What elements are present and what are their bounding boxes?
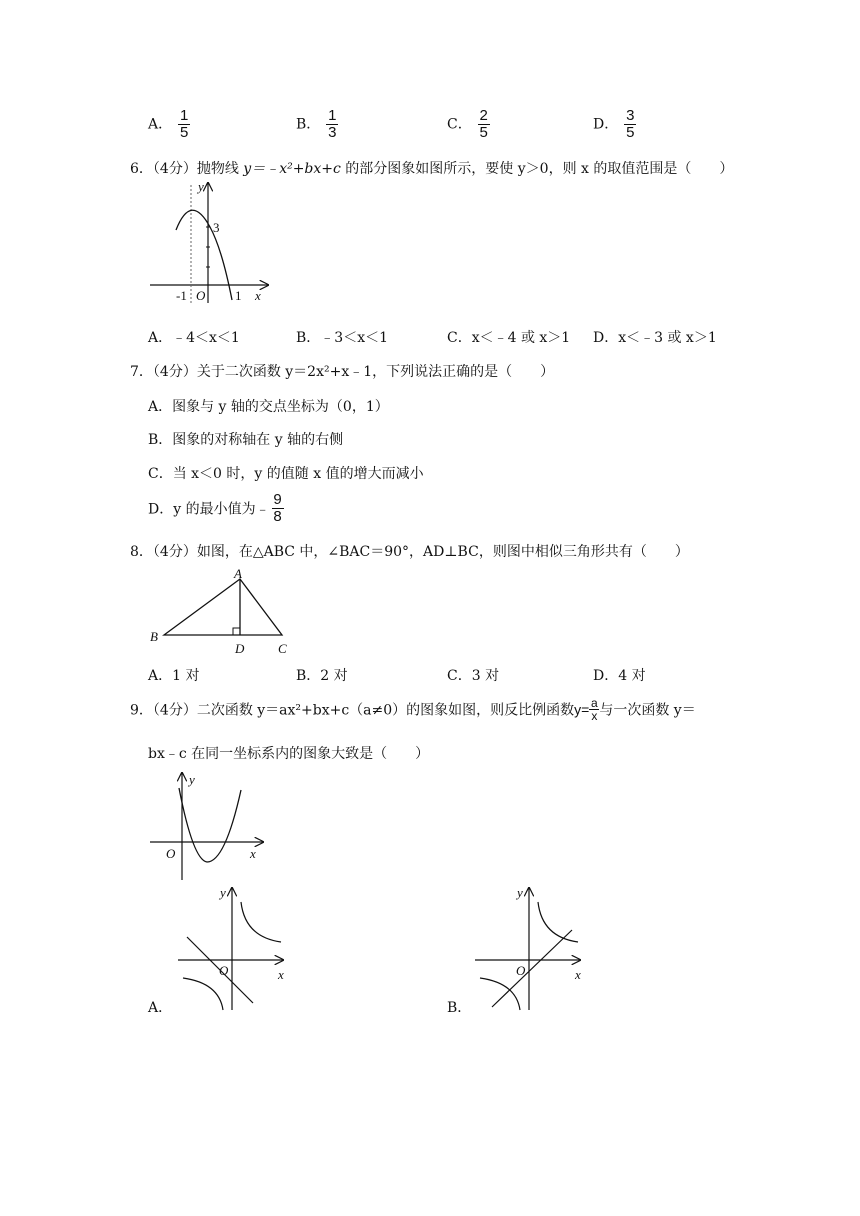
q9-option-b-graph bbox=[472, 885, 592, 1013]
tick-label-1: 1 bbox=[235, 288, 242, 303]
q9-stem-line1: 9．（4分）二次函数 y＝ax²+bx+c（a≠0）的图象如图，则反比例函数y= $\frac{a}{x}$ 与一次函数 y＝ bbox=[130, 696, 696, 723]
x-axis-label: x bbox=[278, 967, 284, 982]
option-letter: A． bbox=[148, 116, 173, 133]
q6-parabola-graph bbox=[140, 175, 280, 310]
numerator: 2 bbox=[479, 107, 488, 124]
q9-option-a-label: A． bbox=[148, 1000, 173, 1016]
hyperbola-branch-q3 bbox=[480, 978, 520, 1010]
option-letter: C． bbox=[447, 116, 472, 133]
q7-option-b: B．图象的对称轴在 y 轴的右侧 bbox=[148, 432, 344, 448]
origin-label: O bbox=[516, 963, 526, 978]
q5-option-d bbox=[593, 108, 636, 141]
q6-stem: 6．（4分）抛物线 y＝﹣x²+bx+c 的部分图象如图所示，要使 y＞0，则 x 的取值范围是（ ） bbox=[130, 161, 734, 177]
hyperbola-branch-q1 bbox=[241, 902, 281, 942]
q6-option-d: D．x＜﹣3 或 x＞1 bbox=[593, 330, 717, 346]
denominator: 8 bbox=[273, 508, 282, 525]
parabola-curve bbox=[176, 210, 232, 300]
option-letter: B． bbox=[296, 116, 321, 133]
q6-equation: y＝﹣x²+bx+c bbox=[243, 161, 341, 177]
line-graph bbox=[492, 930, 572, 1007]
q9-option-a-graph bbox=[175, 885, 295, 1013]
q5-option-c bbox=[447, 108, 490, 141]
q9-quadratic-graph bbox=[145, 770, 275, 885]
denominator: 3 bbox=[328, 124, 337, 141]
q6-option-b: B．﹣3＜x＜1 bbox=[296, 330, 388, 346]
y-axis-label: y bbox=[189, 772, 195, 787]
q7-option-d: D．y 的最小值为﹣ $\frac{9}{8}$ bbox=[148, 491, 282, 525]
y-axis-label: y bbox=[517, 885, 523, 900]
q7-option-a: A．图象与 y 轴的交点坐标为（0，1） bbox=[148, 399, 389, 415]
q6-option-a: A．﹣4＜x＜1 bbox=[148, 330, 240, 346]
denominator: x bbox=[591, 709, 598, 723]
triangle-abc bbox=[164, 579, 282, 635]
x-axis-label: x bbox=[255, 288, 261, 303]
origin-label: O bbox=[219, 963, 229, 978]
tick-label-3: 3 bbox=[213, 220, 220, 235]
q9-stem-line2: bx﹣c 在同一坐标系内的图象大致是（ ） bbox=[148, 746, 430, 762]
q8-triangle-figure bbox=[150, 567, 300, 657]
q5-option-b bbox=[296, 108, 338, 141]
x-axis-label: x bbox=[575, 967, 581, 982]
q9-option-b-label: B． bbox=[447, 1000, 472, 1016]
right-angle-mark bbox=[233, 628, 240, 635]
q5-option-a bbox=[148, 108, 190, 141]
hyperbola-branch-q1 bbox=[538, 902, 578, 942]
denominator: 5 bbox=[179, 124, 189, 141]
denominator: 5 bbox=[479, 124, 488, 141]
q8-option-b: B．2 对 bbox=[296, 668, 348, 684]
q6-option-c: C．x＜﹣4 或 x＞1 bbox=[447, 330, 571, 346]
q8-option-a: A．1 对 bbox=[148, 668, 200, 684]
parabola-curve bbox=[179, 788, 241, 862]
vertex-label-a: A bbox=[234, 566, 242, 581]
q8-stem: 8．（4分）如图，在△ABC 中，∠BAC＝90°，AD⊥BC，则图中相似三角形共有（ ） bbox=[130, 544, 689, 560]
x-axis-label: x bbox=[250, 846, 256, 861]
q7-stem: 7．（4分）关于二次函数 y＝2x²+x﹣1，下列说法正确的是（ ） bbox=[130, 364, 555, 380]
hyperbola-branch-q3 bbox=[183, 978, 223, 1010]
numerator: 9 bbox=[273, 491, 282, 508]
vertex-label-b: B bbox=[150, 629, 158, 644]
numerator: 1 bbox=[179, 107, 189, 124]
q7-option-c: C．当 x＜0 时，y 的值随 x 值的增大而减小 bbox=[148, 466, 424, 482]
q8-option-c: C．3 对 bbox=[447, 668, 500, 684]
numerator: a bbox=[591, 696, 598, 710]
y-axis-label: y bbox=[220, 885, 226, 900]
numerator: 1 bbox=[328, 107, 337, 124]
numerator: 3 bbox=[626, 107, 635, 124]
option-letter: D． bbox=[593, 116, 619, 133]
origin-label: O bbox=[166, 846, 176, 861]
denominator: 5 bbox=[626, 124, 635, 141]
vertex-label-c: C bbox=[278, 641, 287, 656]
vertex-label-d: D bbox=[235, 641, 245, 656]
tick-label-neg1: -1 bbox=[176, 288, 187, 303]
y-axis-label: y bbox=[198, 179, 204, 194]
origin-label: O bbox=[196, 288, 206, 303]
q8-option-d: D．4 对 bbox=[593, 668, 646, 684]
